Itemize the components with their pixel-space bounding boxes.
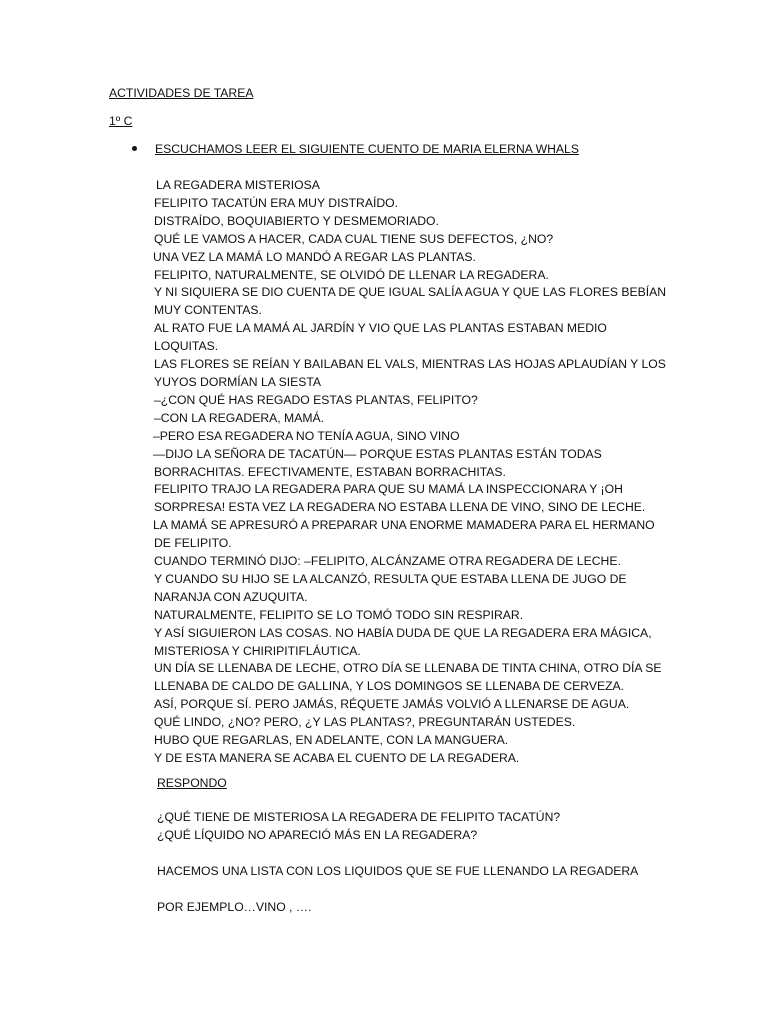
story-line: HUBO QUE REGARLAS, EN ADELANTE, CON LA MANGUERA. [154,733,509,748]
instruction-bullet [132,142,579,156]
story-line: –CON LA REGADERA, MAMÁ. [154,410,324,425]
story-line: Y NI SIQUIERA SE DIO CUENTA DE QUE IGUAL SALÍA AGUA Y QUE LAS FLORES BEBÍAN [154,285,667,300]
story-line: UNA VEZ LA MAMÁ LO MANDÓ A REGAR LAS PLANTAS. [153,249,476,264]
story-line: UN DÍA SE LLENABA DE LECHE, OTRO DÍA SE LLENABA DE TINTA CHINA, OTRO DÍA SE [154,661,662,676]
story-line: BORRACHITAS. EFECTIVAMENTE, ESTABAN BORRACHITAS. [154,464,506,479]
story-text [154,177,674,768]
story-line: SORPRESA! ESTA VEZ LA REGADERA NO ESTABA LLENA DE VINO, SINO DE LECHE. [154,500,646,515]
list-task: HACEMOS UNA LISTA CON LOS LIQUIDOS QUE SE FUE LLENANDO LA REGADERA [157,864,639,878]
story-line: NATURALMENTE, FELIPITO SE LO TOMÓ TODO SIN RESPIRAR. [154,607,524,622]
story-line: ASÍ, PORQUE SÍ. PERO JAMÁS, RÉQUETE JAMÁS VOLVIÓ A LLENARSE DE AGUA. [154,697,630,712]
bullet-icon [132,146,137,151]
question-1: ¿QUÉ TIENE DE MISTERIOSA LA REGADERA DE FELIPITO TACATÚN? [157,810,561,824]
story-line: —DIJO LA SEÑORA DE TACATÚN— PORQUE ESTAS PLANTAS ESTÁN TODAS [153,446,602,461]
story-line: LOQUITAS. [154,339,219,354]
story-line: LAS FLORES SE REÍAN Y BAILABAN EL VALS, MIENTRAS LAS HOJAS APLAUDÍAN Y LOS [154,357,666,372]
story-line: MISTERIOSA Y CHIRIPITIFLÁUTICA. [154,643,361,658]
story-line: LLENABA DE CALDO DE GALLINA, Y LOS DOMINGOS SE LLENABA DE CERVEZA. [154,679,625,694]
story-line: CUANDO TERMINÓ DIJO: –FELIPITO, ALCÁNZAME OTRA REGADERA DE LECHE. [154,554,621,569]
story-line: MUY CONTENTAS. [154,303,262,318]
story-line: FELIPITO, NATURALMENTE, SE OLVIDÓ DE LLENAR LA REGADERA. [154,267,549,282]
story-line: Y DE ESTA MANERA SE ACABA EL CUENTO DE LA REGADERA. [154,751,520,765]
story-line: –PERO ESA REGADERA NO TENÍA AGUA, SINO VINO [153,428,460,443]
grade-label: 1º C [109,114,133,128]
story-line: QUÉ LINDO, ¿NO? PERO, ¿Y LAS PLANTAS?, PREGUNTARÁN USTEDES. [154,715,576,730]
respondo-heading: RESPONDO [157,776,227,790]
story-line: FELIPITO TRAJO LA REGADERA PARA QUE SU MAMÁ LA INSPECCIONARA Y ¡OH [154,482,623,497]
story-line: DE FELIPITO. [154,536,232,551]
story-line: AL RATO FUE LA MAMÁ AL JARDÍN Y VIO QUE LAS PLANTAS ESTABAN MEDIO [154,321,607,336]
story-line: –¿CON QUÉ HAS REGADO ESTAS PLANTAS, FELIPITO? [154,392,478,407]
example-line: POR EJEMPLO…VINO , …. [157,900,312,914]
story-title: LA REGADERA MISTERIOSA [156,178,320,192]
story-line: QUÉ LE VAMOS A HACER, CADA CUAL TIENE SUS DEFECTOS, ¿NO? [154,231,554,246]
story-line: Y CUANDO SU HIJO SE LA ALCANZÓ, RESULTA QUE ESTABA LLENA DE JUGO DE [154,571,627,586]
story-line: Y ASÍ SIGUIERON LAS COSAS. NO HABÍA DUDA DE QUE LA REGADERA ERA MÁGICA, [154,625,652,640]
instruction-text: ESCUCHAMOS LEER EL SIGUIENTE CUENTO DE MARIA ELERNA WHALS [155,142,579,156]
story-line: DISTRAÍDO, BOQUIABIERTO Y DESMEMORIADO. [154,213,439,228]
story-line: YUYOS DORMÍAN LA SIESTA [154,374,322,389]
story-line: FELIPITO TACATÚN ERA MUY DISTRAÍDO. [154,195,399,210]
story-line: NARANJA CON AZUQUITA. [154,589,308,604]
question-2: ¿QUÉ LÍQUIDO NO APARECIÓ MÁS EN LA REGADERA? [157,828,478,842]
story-line: LA MAMÁ SE APRESURÓ A PREPARAR UNA ENORME MAMADERA PARA EL HERMANO [153,518,655,533]
document-title: ACTIVIDADES DE TAREA [109,86,254,100]
